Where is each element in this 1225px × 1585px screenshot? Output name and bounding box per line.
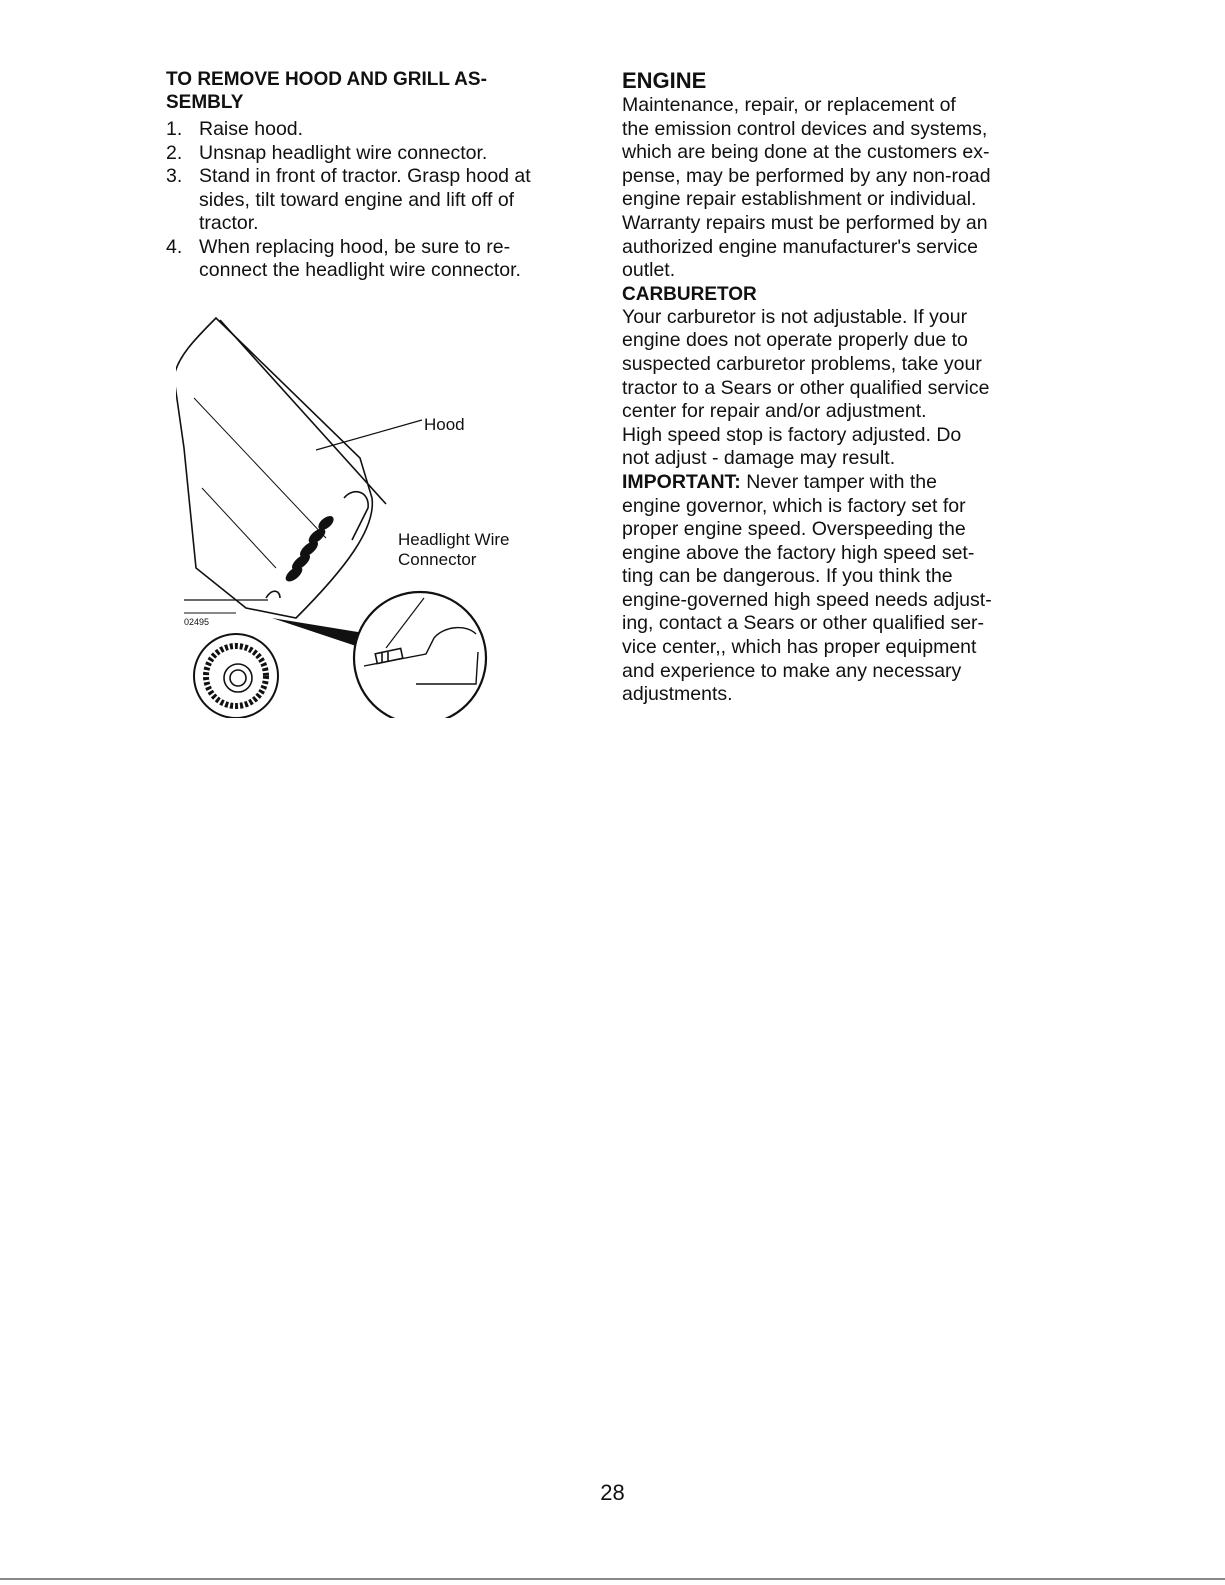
- text-line: which are being done at the customers ex-: [622, 141, 990, 164]
- important-paragraph: [622, 471, 1062, 707]
- step-number: 4.: [166, 235, 183, 258]
- engine-paragraph: [622, 94, 1062, 283]
- heading-line: SEMBLY: [166, 92, 244, 113]
- text-line: vice center,, which has proper equipment: [622, 636, 977, 659]
- label-headlight-wire: Headlight Wire: [398, 530, 510, 549]
- step-text: sides, tilt toward engine and lift off of: [199, 188, 515, 211]
- heading-line: TO REMOVE HOOD AND GRILL AS-: [166, 69, 487, 90]
- text-line: the emission control devices and systems,: [622, 117, 988, 140]
- text-line: not adjust - damage may result.: [622, 447, 896, 470]
- text-line: Warranty repairs must be performed by an: [622, 211, 988, 234]
- text-line: Your carburetor is not adjustable. If your: [622, 305, 968, 328]
- right-column: [622, 68, 1062, 707]
- part-number: 02495: [184, 617, 210, 627]
- text-line: High speed stop is factory adjusted. Do: [622, 423, 962, 446]
- bottom-rule: [0, 1578, 1225, 1580]
- text-line: authorized engine manufacturer's service: [622, 235, 978, 258]
- text-line: tractor to a Sears or other qualified service: [622, 376, 990, 399]
- text-line: engine does not operate properly due to: [622, 329, 968, 352]
- step-text: Raise hood.: [199, 118, 304, 140]
- text-line: engine repair establishment or individual.: [622, 188, 977, 211]
- text-line: engine-governed high speed needs adjust-: [622, 588, 992, 611]
- steps-list: [166, 118, 596, 283]
- step-item: [166, 118, 596, 142]
- label-connector: Connector: [398, 550, 477, 569]
- step-text: Stand in front of tractor. Grasp hood at: [199, 165, 531, 187]
- text-line: engine governor, which is factory set for: [622, 494, 966, 517]
- carburetor-paragraph: [622, 306, 1062, 471]
- step-text: tractor.: [199, 212, 259, 234]
- text-line: outlet.: [622, 259, 676, 282]
- text-line: adjustments.: [622, 683, 733, 706]
- text-line: Never tamper with the: [740, 470, 937, 493]
- hood-removal-figure: [176, 308, 556, 718]
- text-line: Maintenance, repair, or replacement of: [622, 94, 956, 116]
- step-number: 1.: [166, 118, 183, 140]
- text-line: and experience to make any necessary: [622, 659, 962, 682]
- text-line: ing, contact a Sears or other qualified ser-: [622, 612, 985, 635]
- left-column: [166, 68, 596, 283]
- label-hood: Hood: [424, 415, 465, 434]
- step-text: Unsnap headlight wire connector.: [199, 141, 488, 164]
- text-line: center for repair and/or adjustment.: [622, 400, 927, 423]
- carburetor-heading: CARBURETOR: [622, 283, 757, 305]
- step-number: 2.: [166, 141, 183, 164]
- text-line: engine above the factory high speed set-: [622, 541, 975, 564]
- section-heading-remove-hood: [166, 68, 596, 114]
- text-line: proper engine speed. Overspeeding the: [622, 518, 966, 541]
- step-number: 3.: [166, 165, 183, 187]
- engine-heading: ENGINE: [622, 68, 707, 93]
- important-label: IMPORTANT:: [622, 470, 741, 493]
- step-item: [166, 142, 596, 166]
- text-line: suspected carburetor problems, take your: [622, 352, 982, 375]
- text-line: pense, may be performed by any non-road: [622, 164, 991, 187]
- text-line: ting can be dangerous. If you think the: [622, 565, 953, 588]
- page-number: 28: [600, 1480, 625, 1505]
- step-item: [166, 236, 596, 283]
- step-item: [166, 165, 596, 236]
- step-text: connect the headlight wire connector.: [199, 259, 521, 281]
- hood-illustration: [176, 308, 556, 718]
- step-text: When replacing hood, be sure to re-: [199, 235, 511, 258]
